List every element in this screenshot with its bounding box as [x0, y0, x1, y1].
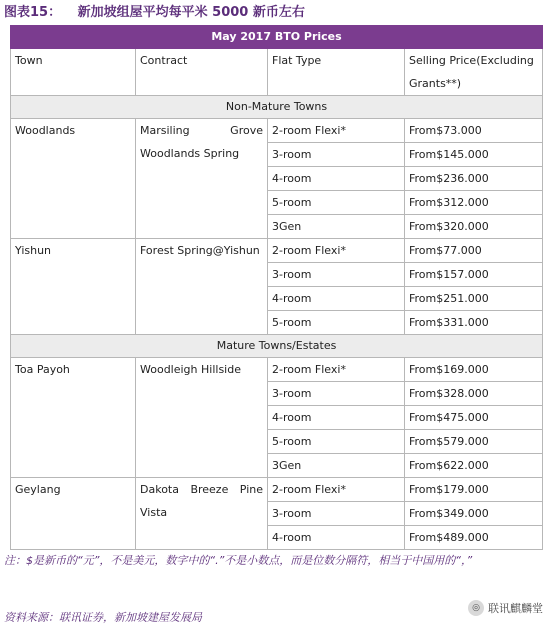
bto-price-table — [10, 25, 543, 550]
price-cell: From$77.000 — [405, 239, 543, 263]
price-cell: From$489.000 — [405, 526, 543, 550]
contract-line: Dakota Breeze Pine — [140, 483, 263, 496]
town-cell: Yishun — [11, 239, 136, 335]
flat-type-cell: 2-room Flexi* — [268, 119, 405, 143]
source-line: 资料来源：联讯证券，新加坡建屋发展局 — [4, 611, 202, 624]
table-header: May 2017 BTO Prices — [11, 26, 543, 49]
flat-type-cell: 3-room — [268, 382, 405, 406]
contract-cell — [136, 119, 268, 239]
contract-line: Woodlands Spring — [140, 147, 240, 160]
figure-title-text: 新加坡组屋平均每平米 5000 新币左右 — [77, 5, 305, 20]
brand-watermark — [468, 600, 543, 616]
table-row — [11, 119, 543, 143]
figure-title — [4, 2, 305, 24]
section-row — [11, 96, 543, 119]
contract-cell: Woodleigh Hillside — [136, 358, 268, 478]
flat-type-cell: 3Gen — [268, 215, 405, 239]
column-header-row — [11, 49, 543, 96]
flat-type-cell: 4-room — [268, 526, 405, 550]
price-cell: From$236.000 — [405, 167, 543, 191]
brand-name: 联讯麒麟堂 — [488, 602, 543, 615]
flat-type-cell: 3-room — [268, 143, 405, 167]
town-cell: Geylang — [11, 478, 136, 550]
figure-label: 图表15： — [4, 5, 62, 20]
price-cell: From$251.000 — [405, 287, 543, 311]
flat-type-cell: 2-room Flexi* — [268, 239, 405, 263]
table-row — [11, 358, 543, 382]
flat-type-cell: 4-room — [268, 406, 405, 430]
flat-type-cell: 3-room — [268, 502, 405, 526]
price-cell: From$328.000 — [405, 382, 543, 406]
col-selling-price: Selling Price(Excluding Grants**) — [405, 49, 543, 96]
price-cell: From$169.000 — [405, 358, 543, 382]
section-label: Non-Mature Towns — [11, 96, 543, 119]
flat-type-cell: 4-room — [268, 167, 405, 191]
flat-type-cell: 3Gen — [268, 454, 405, 478]
price-cell: From$73.000 — [405, 119, 543, 143]
flat-type-cell: 5-room — [268, 311, 405, 335]
price-cell: From$145.000 — [405, 143, 543, 167]
contract-line: Vista — [140, 506, 168, 519]
price-cell: From$157.000 — [405, 263, 543, 287]
price-cell: From$179.000 — [405, 478, 543, 502]
col-town: Town — [11, 49, 136, 96]
flat-type-cell: 5-room — [268, 191, 405, 215]
col-flat-type: Flat Type — [268, 49, 405, 96]
flat-type-cell: 3-room — [268, 263, 405, 287]
price-cell: From$349.000 — [405, 502, 543, 526]
price-cell: From$622.000 — [405, 454, 543, 478]
contract-cell: Forest Spring@Yishun — [136, 239, 268, 335]
section-label: Mature Towns/Estates — [11, 335, 543, 358]
flat-type-cell: 2-room Flexi* — [268, 478, 405, 502]
flat-type-cell: 2-room Flexi* — [268, 358, 405, 382]
contract-line: Marsiling Grove — [140, 124, 263, 137]
price-cell: From$475.000 — [405, 406, 543, 430]
flat-type-cell: 4-room — [268, 287, 405, 311]
price-cell: From$312.000 — [405, 191, 543, 215]
table-row — [11, 478, 543, 502]
price-cell: From$331.000 — [405, 311, 543, 335]
flat-type-cell: 5-room — [268, 430, 405, 454]
price-cell: From$320.000 — [405, 215, 543, 239]
section-row — [11, 335, 543, 358]
price-cell: From$579.000 — [405, 430, 543, 454]
town-cell: Toa Payoh — [11, 358, 136, 478]
town-cell: Woodlands — [11, 119, 136, 239]
table-header-row — [11, 26, 543, 49]
wechat-icon: ◎ — [468, 600, 484, 616]
col-contract: Contract — [136, 49, 268, 96]
contract-cell — [136, 478, 268, 550]
table-row — [11, 239, 543, 263]
footnote: 注：$是新币的“元”，不是美元，数字中的“.”不是小数点，而是位数分隔符，相当于中国用的“，” — [4, 554, 473, 567]
